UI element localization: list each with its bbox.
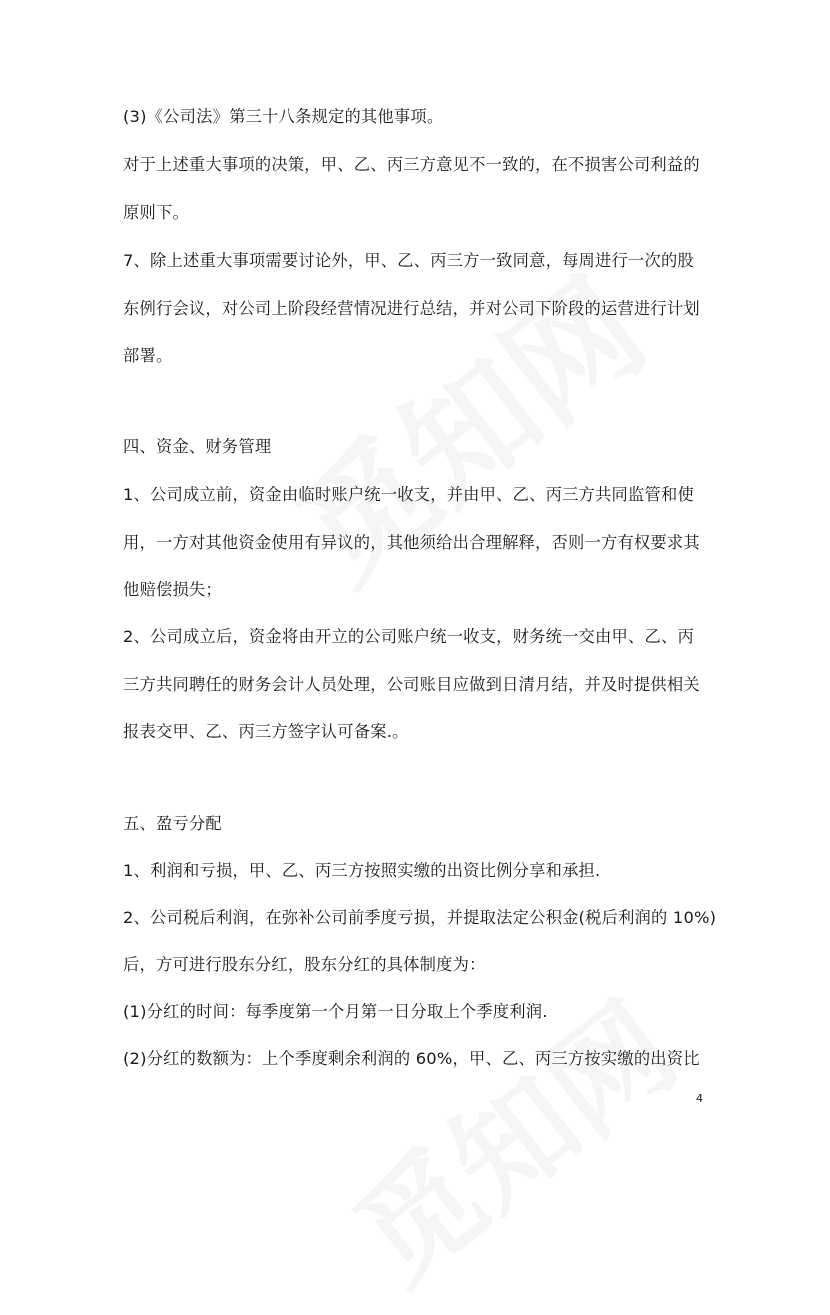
paragraph-line: 报表交甲、乙、丙三方签字认可备案.。 bbox=[123, 722, 409, 741]
paragraph-line: 2、公司税后利润，在弥补公司前季度亏损，并提取法定公积金(税后利润的 10%) bbox=[123, 908, 717, 927]
paragraph-line: 原则下。 bbox=[123, 203, 189, 222]
section-heading: 四、资金、财务管理 bbox=[123, 437, 272, 456]
paragraph-line: (2)分红的数额为：上个季度剩余利润的 60%，甲、乙、丙三方按实缴的出资比 bbox=[123, 1049, 700, 1068]
paragraph-line: (3)《公司法》第三十八条规定的其他事项。 bbox=[123, 107, 444, 126]
paragraph-line: 7、除上述重大事项需要讨论外，甲、乙、丙三方一致同意，每周进行一次的股 bbox=[123, 251, 694, 270]
paragraph-line: 三方共同聘任的财务会计人员处理，公司账目应做到日清月结，并及时提供相关 bbox=[123, 675, 700, 694]
paragraph-line: 他赔偿损失； bbox=[123, 580, 222, 599]
paragraph-line: 1、利润和亏损，甲、乙、丙三方按照实缴的出资比例分享和承担. bbox=[123, 861, 601, 880]
paragraph-line: 后，方可进行股东分红，股东分红的具体制度为： bbox=[123, 955, 486, 974]
watermark bbox=[254, 230, 676, 617]
paragraph-line: 东例行会议，对公司上阶段经营情况进行总结，并对公司下阶段的运营进行计划 bbox=[123, 299, 700, 318]
paragraph-line: 用，一方对其他资金使用有异议的，其他须给出合理解释，否则一方有权要求其 bbox=[123, 533, 700, 552]
paragraph-line: 对于上述重大事项的决策，甲、乙、丙三方意见不一致的，在不损害公司利益的 bbox=[123, 155, 700, 174]
paragraph-line: 1、公司成立前，资金由临时账户统一收支，并由甲、乙、丙三方共同监管和使 bbox=[123, 485, 694, 504]
paragraph-line: 2、公司成立后，资金将由开立的公司账户统一收支，财务统一交由甲、乙、丙 bbox=[123, 627, 694, 646]
page-number: 4 bbox=[696, 1092, 703, 1105]
paragraph-line: 部署。 bbox=[123, 346, 173, 365]
section-heading: 五、盈亏分配 bbox=[123, 814, 222, 833]
paragraph-line: (1)分红的时间：每季度第一个月第一日分取上个季度利润. bbox=[123, 1002, 548, 1021]
